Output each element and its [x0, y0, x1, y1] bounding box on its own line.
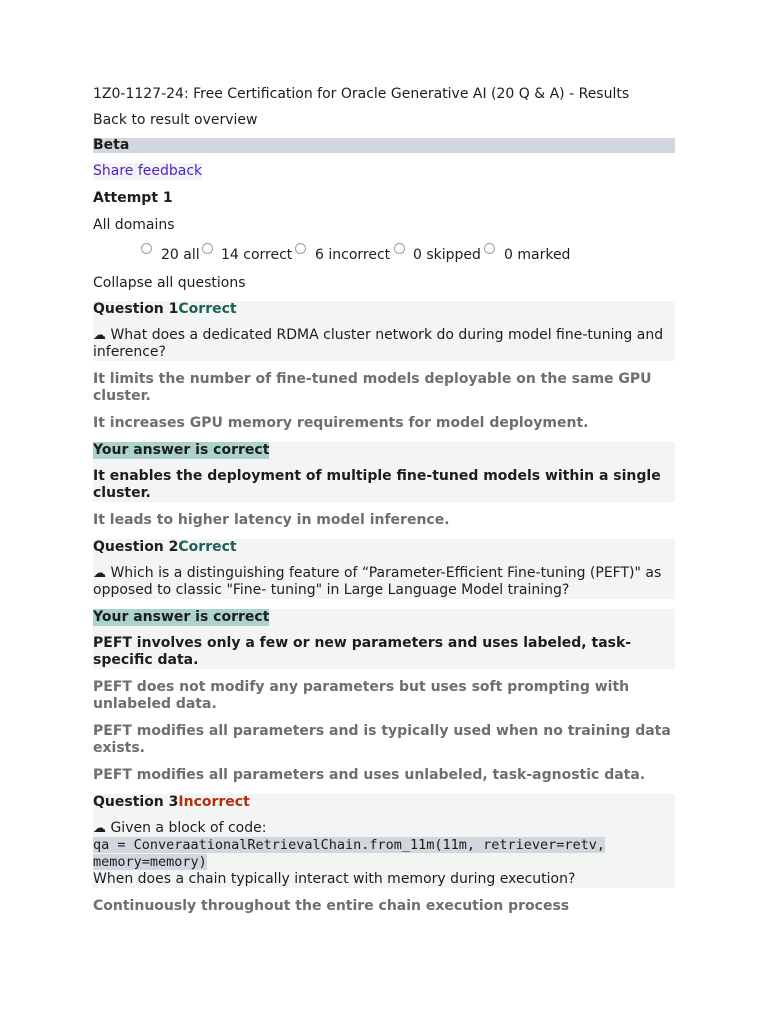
page-title: 1Z0-1127-24: Free Certification for Oracle Generative AI (20 Q & A) - Results	[93, 86, 630, 102]
filter-skipped-radio[interactable]	[394, 243, 405, 254]
domain-filter[interactable]: All domains	[93, 217, 175, 233]
question-text: ☁ What does a dedicated RDMA cluster network do during model fine-tuning and inference?	[93, 327, 664, 360]
status-badge: Incorrect	[178, 794, 250, 810]
cloud-icon: ☁	[93, 566, 106, 581]
code-snippet	[93, 837, 675, 871]
answer-verdict: Your answer is correct	[93, 442, 270, 458]
attempt-heading: Attempt 1	[93, 190, 173, 206]
answer-option: Continuously throughout the entire chain execution process	[93, 898, 570, 914]
filter-all-radio[interactable]	[141, 243, 152, 254]
question-header	[93, 794, 675, 811]
filter-marked-label[interactable]: 0 marked	[504, 247, 571, 263]
question-text: ☁ Given a block of code:	[93, 820, 267, 836]
question-2[interactable]	[93, 539, 675, 599]
answer-option: PEFT modifies all parameters and uses unlabeled, task-agnostic data.	[93, 767, 646, 783]
filter-all-label[interactable]: 20 all	[161, 247, 200, 263]
question-text: ☁ Which is a distinguishing feature of “Parameter-Efficient Fine-tuning (PEFT)" as opposed to classic "Fine- tuning" in Large Language Model training?	[93, 565, 662, 598]
filter-skipped-label[interactable]: 0 skipped	[413, 247, 481, 263]
answer-option: It increases GPU memory requirements for model deployment.	[93, 415, 589, 431]
filter-incorrect-label[interactable]: 6 incorrect	[315, 247, 391, 263]
results-page	[93, 86, 675, 925]
selected-answer	[93, 609, 675, 669]
result-filters	[93, 247, 675, 265]
cloud-icon: ☁	[93, 821, 106, 836]
share-feedback-link[interactable]: Share feedback	[93, 163, 203, 179]
question-number: Question 1	[93, 301, 179, 317]
question-header	[93, 301, 675, 318]
question-number: Question 3	[93, 794, 179, 810]
answer-option: PEFT modifies all parameters and is typically used when no training data exists.	[93, 723, 671, 756]
cloud-icon: ☁	[93, 328, 106, 343]
question-header	[93, 539, 675, 556]
beta-banner: Beta	[93, 138, 675, 153]
answer-verdict: Your answer is correct	[93, 609, 270, 625]
filter-correct-radio[interactable]	[202, 243, 213, 254]
answer-option-selected: It enables the deployment of multiple fine-tuned models within a single cluster.	[93, 468, 661, 501]
question-1[interactable]	[93, 301, 675, 361]
code-text: qa = ConveraationalRetrievalChain.from_11m(11m, retriever=retv, memory=memory)	[93, 837, 606, 870]
question-text-continued: When does a chain typically interact with memory during execution?	[93, 871, 576, 887]
question-number: Question 2	[93, 539, 179, 555]
answer-option: PEFT does not modify any parameters but uses soft prompting with unlabeled data.	[93, 679, 630, 712]
selected-answer	[93, 442, 675, 502]
filter-marked-radio[interactable]	[484, 243, 495, 254]
question-3[interactable]	[93, 794, 675, 888]
collapse-all-button[interactable]: Collapse all questions	[93, 275, 246, 291]
status-badge: Correct	[178, 301, 237, 317]
filter-correct-label[interactable]: 14 correct	[221, 247, 293, 263]
answer-option: It leads to higher latency in model inference.	[93, 512, 450, 528]
answer-option-selected: PEFT involves only a few or new parameters and uses labeled, task-specific data.	[93, 635, 632, 668]
status-badge: Correct	[178, 539, 237, 555]
filter-incorrect-radio[interactable]	[295, 243, 306, 254]
answer-option: It limits the number of fine-tuned models deployable on the same GPU cluster.	[93, 371, 652, 404]
back-to-overview-link[interactable]: Back to result overview	[93, 112, 258, 128]
